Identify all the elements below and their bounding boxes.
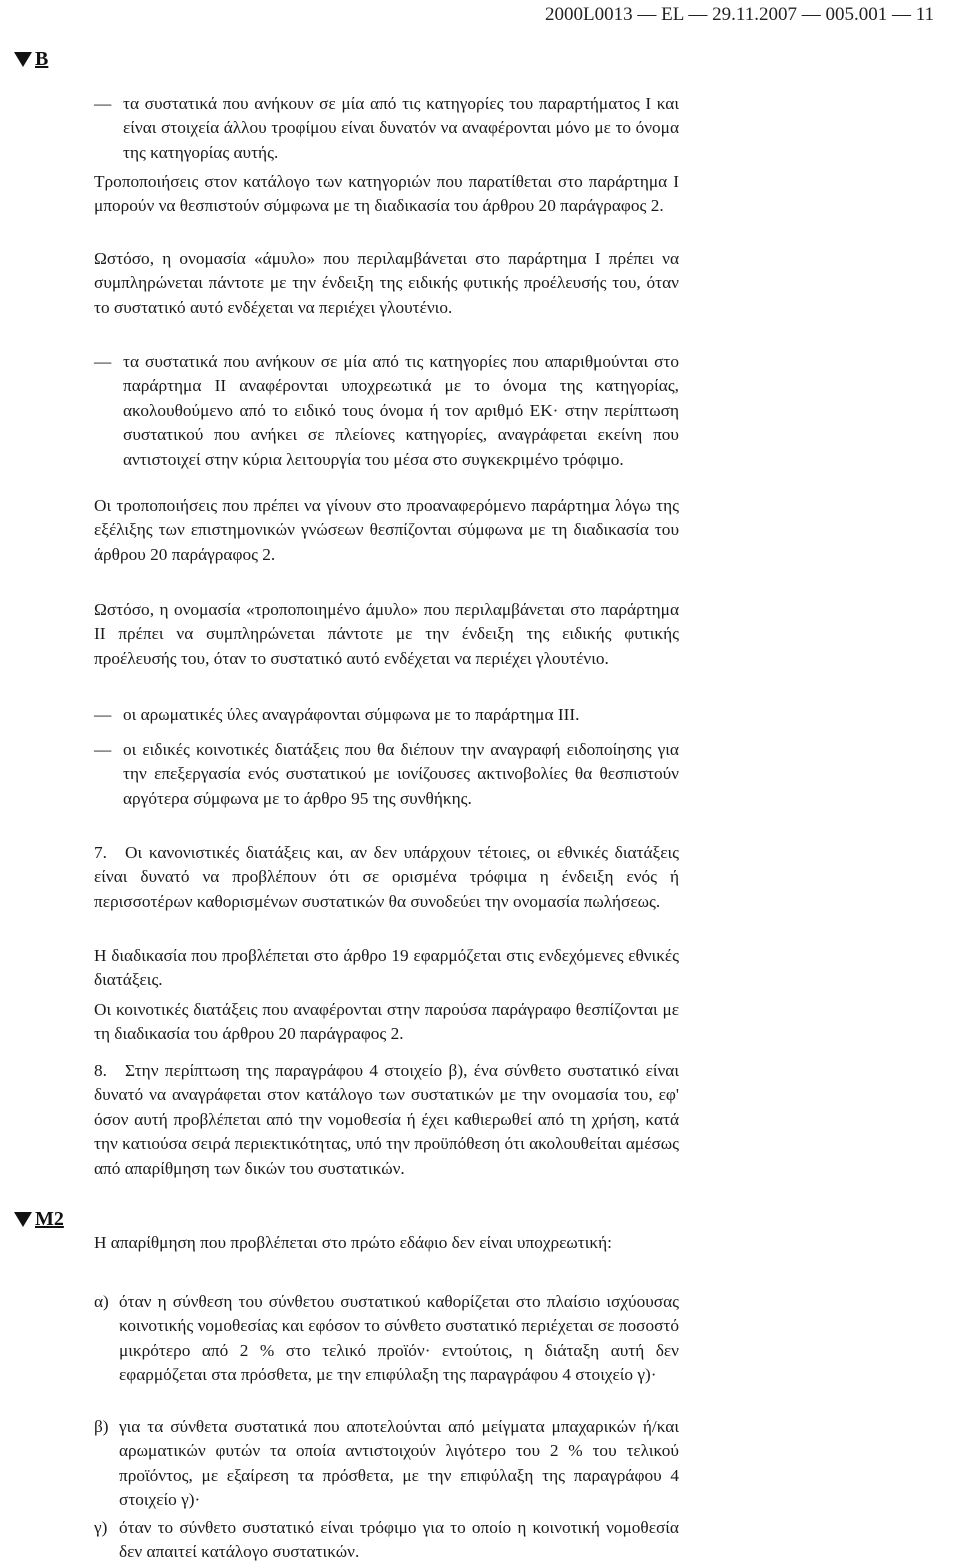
paragraph-modified-starch: Ωστόσο, η ονομασία «τροποποιημένο άμυλο» που περιλαμβάνεται στο παράρτημα II πρέπει να συμπληρώνεται πάντοτε με την ένδειξη της ειδικής φυτικής προέλευσής του, όταν το συστατικό αυτό ενδέχεται να περιέχει γλουτένιο. <box>94 600 679 668</box>
paragraph-text: Οι κανονιστικές διατάξεις και, αν δεν υπάρχουν τέτοιες, οι εθνικές διατάξεις είναι δυνατό να προβλέπουν ότι σε ορισμένα τρόφιμα η ένδειξη ενός ή περισσοτέρων καθορισμένων συστατικών θα συνοδεύει την ονομασία πωλήσεως. <box>94 843 679 911</box>
list-item-a <box>94 1290 679 1388</box>
paragraph-number: 7. <box>94 843 107 862</box>
dash-item-categories-annex-1 <box>94 92 679 165</box>
triangle-down-icon <box>14 1212 32 1227</box>
list-label: α) <box>94 1292 109 1311</box>
list-label: γ) <box>94 1518 108 1537</box>
amendment-marker-b <box>14 48 48 71</box>
list-item-b <box>94 1415 679 1513</box>
document-header: 2000L0013 — EL — 29.11.2007 — 005.001 — 11 <box>545 4 934 25</box>
dash-bullet: — <box>94 352 112 371</box>
paragraph-text: όταν η σύνθεση του σύνθετου συστατικού καθορίζεται στο πλαίσιο ισχύουσας κοινοτικής νομοθεσίας και εφόσον το σύνθετο συστατικό περιέχεται σε ποσοστό μικρότερο από 2 % στο τελικό προϊόν· εντούτοις, η διάταξη αυτή δεν εφαρμόζεται στα πρόσθετα, με την επιφύλαξη της παραγράφου 4 στοιχείο γ)· <box>119 1292 679 1385</box>
paragraph-7 <box>94 841 679 914</box>
list-item-c <box>94 1516 679 1565</box>
dash-bullet: — <box>94 740 112 759</box>
paragraph-8 <box>94 1059 679 1181</box>
dash-bullet: — <box>94 94 112 113</box>
paragraph-text: τα συστατικά που ανήκουν σε μία από τις κατηγορίες που απαριθμούνται στο παράρτημα II αναφέρονται υποχρεωτικά με το όνομα της κατηγορίας, ακολουθούμενο από το ειδικό τους όνομα ή τον αριθμό ΕΚ· στην περίπτωση συστατικού που ανήκει σε πλείονες κατηγορίες, αναγράφεται εκείνη που αντιστοιχεί στην κύρια λειτουργία του μέσα στο συγκεκριμένο τρόφιμο. <box>123 352 679 469</box>
paragraph-amendments-annex-1: Τροποποιήσεις στον κατάλογο των κατηγοριών που παρατίθεται στο παράρτημα I μπορούν να θεσπιστούν σύμφωνα με τη διαδικασία του άρθρου 20 παράγραφος 2. <box>94 172 679 216</box>
paragraph-starch-annex-1: Ωστόσο, η ονομασία «άμυλο» που περιλαμβάνεται στο παράρτημα I πρέπει να συμπληρώνεται πάντοτε με την ένδειξη της ειδικής φυτικής προέλευσής του, όταν το συστατικό αυτό ενδέχεται να περιέχει γλουτένιο. <box>94 249 679 317</box>
paragraph-text: οι αρωματικές ύλες αναγράφονται σύμφωνα με το παράρτημα III. <box>123 705 580 724</box>
paragraph-procedure-art-19: Η διαδικασία που προβλέπεται στο άρθρο 19 εφαρμόζεται στις ενδεχόμενες εθνικές διατάξεις. <box>94 946 679 990</box>
dash-item-irradiation <box>94 738 679 811</box>
list-label: β) <box>94 1417 109 1436</box>
paragraph-community-provisions: Οι κοινοτικές διατάξεις που αναφέρονται στην παρούσα παράγραφο θεσπίζονται με τη διαδικασία του άρθρου 20 παράγραφος 2. <box>94 1000 679 1044</box>
paragraph-text: οι ειδικές κοινοτικές διατάξεις που θα διέπουν την αναγραφή ειδοποίησης για την επεξεργασία ενός συστατικού με ιονίζουσες ακτινοβολίες θα θεσπιστούν αργότερα σύμφωνα με το άρθρο 95 της συνθήκης. <box>123 740 679 808</box>
paragraph-number: 8. <box>94 1061 107 1080</box>
dash-item-flavourings <box>94 703 679 727</box>
paragraph-amendments-annex-2: Οι τροποποιήσεις που πρέπει να γίνουν στο προαναφερόμενο παράρτημα λόγω της εξέλιξης των επιστημονικών γνώσεων θεσπίζονται σύμφωνα με τη διαδικασία του άρθρου 20 παράγραφος 2. <box>94 496 679 564</box>
paragraph-text: τα συστατικά που ανήκουν σε μία από τις κατηγορίες του παραρτήματος I και είναι στοιχεία άλλου τροφίμου είναι δυνατόν να αναφέρονται μόνο με το όνομα της κατηγορίας αυτής. <box>123 94 679 162</box>
amendment-marker-m2 <box>14 1208 64 1231</box>
dash-bullet: — <box>94 705 112 724</box>
triangle-down-icon <box>14 52 32 67</box>
dash-item-categories-annex-2 <box>94 350 679 472</box>
paragraph-text: όταν το σύνθετο συστατικό είναι τρόφιμο για το οποίο η κοινοτική νομοθεσία δεν απαιτεί κατάλογο συστατικών. <box>119 1518 679 1562</box>
paragraph-text: για τα σύνθετα συστατικά που αποτελούνται από μείγματα μπαχαρικών ή/και αρωματικών φυτών τα οποία αντιστοιχούν λιγότερο του 2 % του τελικού προϊόντος, με εξαίρεση τα πρόσθετα, με την επιφύλαξη της παραγράφου 4 στοιχείο γ)· <box>119 1417 679 1510</box>
paragraph-enumeration-not-mandatory: Η απαρίθμηση που προβλέπεται στο πρώτο εδάφιο δεν είναι υποχρεωτική: <box>94 1233 612 1252</box>
paragraph-text: Στην περίπτωση της παραγράφου 4 στοιχείο β), ένα σύνθετο συστατικό είναι δυνατό να αναγράφεται στον κατάλογο των συστατικών με την ονομασία του, εφ' όσον αυτή προβλέπεται από την νομοθεσία ή έχει καθιερωθεί από τη χρήση, κατά την κατιούσα σειρά περιεκτικότητας, υπό την προϋπόθεση ότι ακολουθείται αμέσως από απαρίθμηση των δικών του συστατικών. <box>94 1061 679 1178</box>
marker-label: B <box>35 48 49 70</box>
marker-label: M2 <box>35 1208 64 1230</box>
